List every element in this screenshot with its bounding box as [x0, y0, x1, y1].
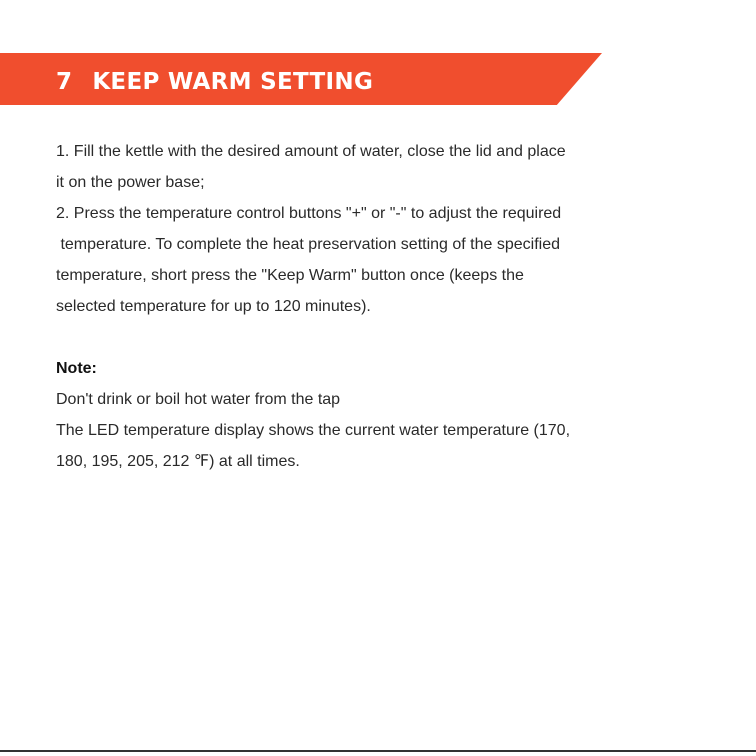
note-line: The LED temperature display shows the current water temperature (170,	[56, 422, 571, 439]
instruction-line: temperature. To complete the heat preservation setting of the specified	[56, 236, 560, 253]
note-line: 180, 195, 205, 212 ℉) at all times.	[56, 453, 300, 470]
spacer	[56, 322, 686, 353]
section-number: 7	[56, 69, 73, 95]
note-label: Note:	[56, 360, 97, 377]
section-heading	[56, 66, 373, 98]
instruction-line: 1. Fill the kettle with the desired amount of water, close the lid and place	[56, 143, 566, 160]
instruction-line: 2. Press the temperature control buttons "+" or "-" to adjust the required	[56, 205, 562, 222]
instructions-body	[56, 136, 686, 477]
instruction-line: it on the power base;	[56, 174, 205, 191]
instruction-line: selected temperature for up to 120 minutes).	[56, 298, 371, 315]
section-title: KEEP WARM SETTING	[92, 69, 374, 95]
note-line: Don't drink or boil hot water from the tap	[56, 391, 341, 408]
bottom-divider	[0, 750, 756, 752]
instruction-line: temperature, short press the "Keep Warm" button once (keeps the	[56, 267, 524, 284]
